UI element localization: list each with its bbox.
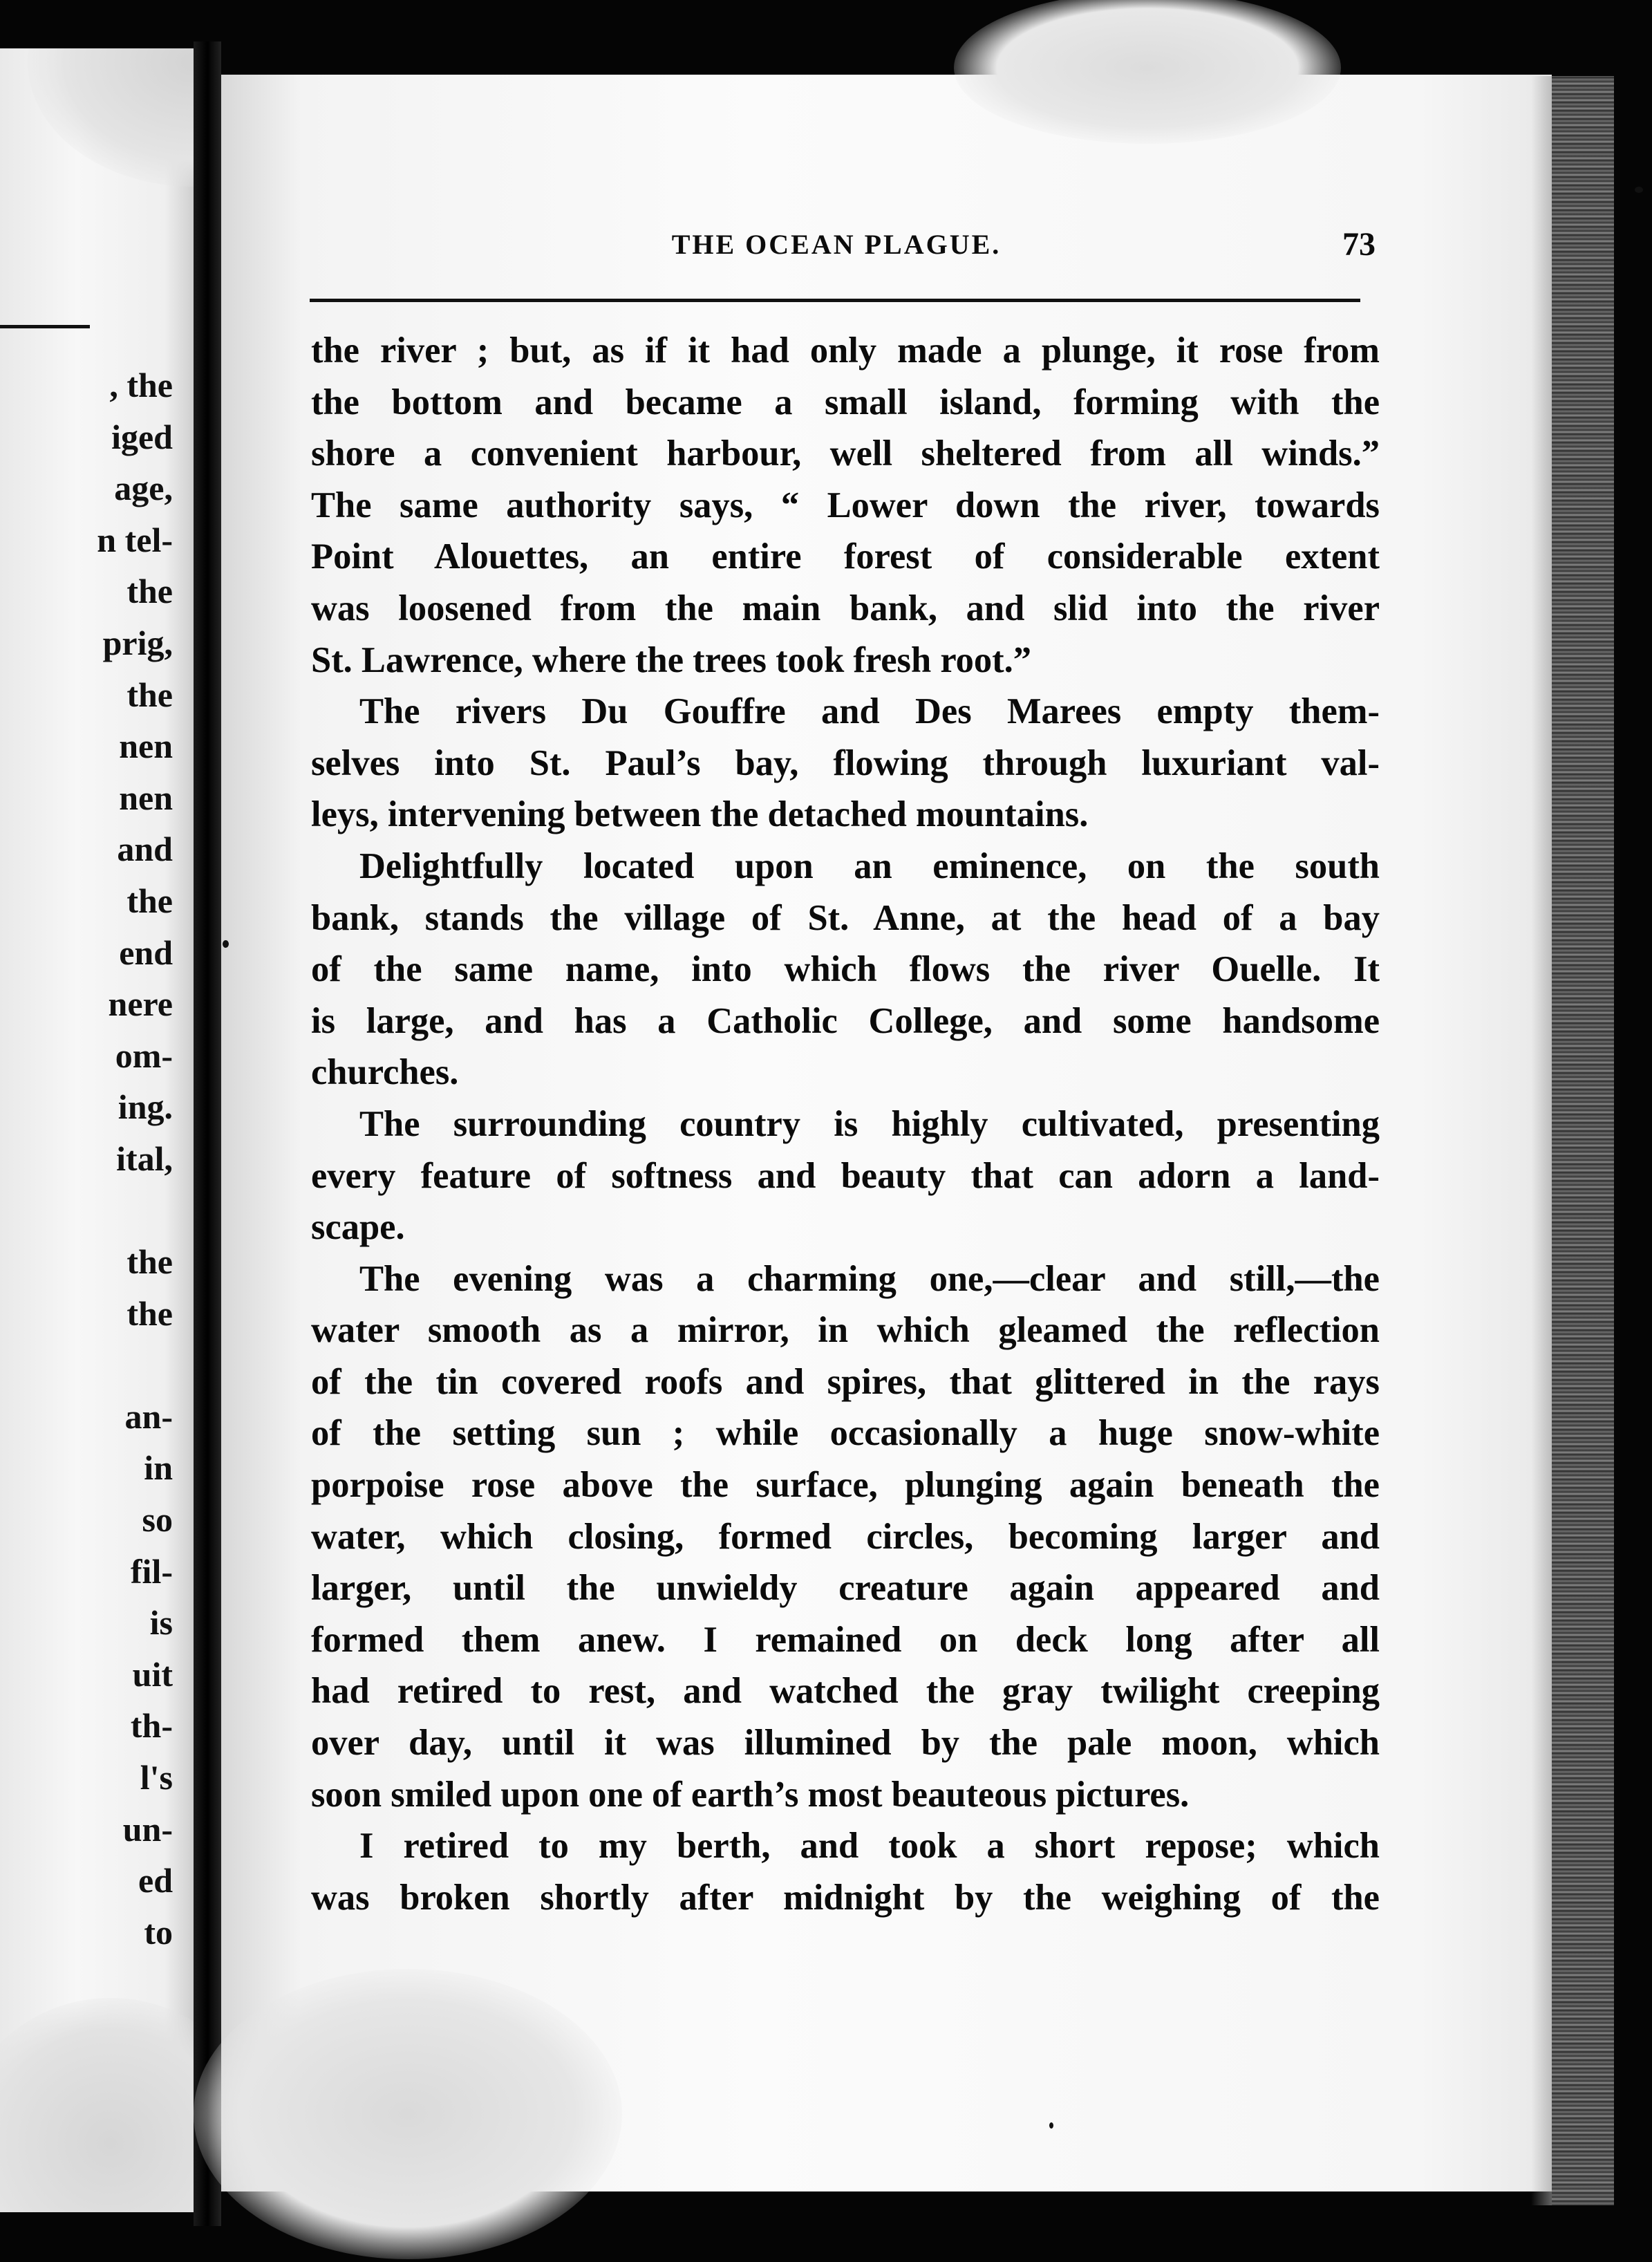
text-line: selves into St. Paul’s bay, flowing through luxuriant val- [311, 742, 1380, 783]
text-line: The evening was a charming one,—clear and still,—the [359, 1258, 1380, 1299]
text-line: over day, until it was illumined by the pale moon, which [311, 1723, 1380, 1764]
left-page [0, 48, 194, 2212]
left-page-line: ing. [118, 1087, 173, 1127]
left-page-line: nen [119, 778, 173, 817]
right-page-stain-top [954, 0, 1341, 144]
text-line: bank, stands the village of St. Anne, at the head of a bay [311, 897, 1380, 938]
ink-speck [1635, 187, 1643, 193]
left-page-line: nere [108, 984, 173, 1024]
text-line: the river ; but, as if it had only made a plunge, it rose from [311, 330, 1380, 371]
text-line: the bottom and became a small island, forming with the [311, 382, 1380, 422]
left-page-line: the [126, 1293, 173, 1333]
text-line: had retired to rest, and watched the gray twilight creeping [311, 1671, 1380, 1712]
text-line: every feature of softness and beauty that can adorn a land- [311, 1155, 1380, 1196]
text-line: soon smiled upon one of earth’s most beauteous pictures. [311, 1774, 1190, 1815]
left-page-line: the [126, 881, 173, 920]
left-page-stain-top [28, 48, 194, 187]
left-page-line: l's [140, 1758, 173, 1797]
left-page-line: end [119, 933, 173, 972]
header-rule [310, 299, 1360, 302]
text-line: larger, until the unwieldy creature again appeared and [311, 1568, 1380, 1609]
left-page-line: so [142, 1500, 173, 1540]
page-number: 73 [1342, 226, 1376, 263]
text-line: of the setting sun ; while occasionally a huge snow-white [311, 1413, 1380, 1454]
text-line: The rivers Du Gouffre and Des Marees empty them- [359, 691, 1380, 732]
left-page-line: the [126, 1242, 173, 1282]
left-page-line: to [144, 1912, 173, 1952]
left-page-line [97, 1185, 173, 1237]
left-page-line: and [117, 830, 173, 869]
text-line: was loosened from the main bank, and slid into the river [311, 588, 1380, 628]
left-page-line: prig, [102, 623, 173, 662]
text-line: is large, and has a Catholic College, and some handsome [311, 1000, 1380, 1041]
left-page-line: fil- [130, 1551, 173, 1591]
text-line: water smooth as a mirror, in which gleamed the reflection [311, 1310, 1380, 1351]
left-page-stain-bottom [0, 1998, 194, 2212]
running-head [297, 228, 1376, 270]
left-page-line: nen [119, 727, 173, 766]
body-text [311, 325, 1380, 1923]
right-page-stain-bottom [194, 1969, 622, 2259]
text-line: Delightfully located upon an eminence, on the south [359, 845, 1380, 886]
text-line: shore a convenient harbour, well sheltered from all winds.” [311, 433, 1380, 474]
text-line: Point Alouettes, an entire forest of considerable extent [311, 536, 1380, 577]
left-page-line [97, 1339, 173, 1391]
text-line: of the tin covered roofs and spires, that glittered in the rays [311, 1361, 1380, 1402]
left-page-line: un- [122, 1809, 173, 1849]
left-page-line: age, [114, 469, 173, 508]
left-page-line: an- [124, 1396, 173, 1436]
book-gutter [194, 41, 221, 2226]
text-line: churches. [311, 1052, 459, 1093]
left-page-line: ital, [116, 1139, 173, 1178]
text-line: scape. [311, 1207, 405, 1248]
page-edge-shadow [1531, 76, 1552, 2205]
ink-speck [223, 940, 229, 948]
text-line: The surrounding country is highly cultivated, presenting [359, 1103, 1380, 1144]
running-title: THE OCEAN PLAGUE. [671, 229, 1002, 260]
left-page-line: th- [130, 1706, 173, 1746]
ink-speck [1049, 2122, 1053, 2129]
left-page-line: in [144, 1448, 173, 1488]
left-page-line: ed [138, 1861, 173, 1900]
left-page-line: , the [109, 366, 173, 404]
text-line: was broken shortly after midnight by the weighing of the [311, 1877, 1380, 1918]
text-line: formed them anew. I remained on deck long after all [311, 1619, 1380, 1660]
text-line: of the same name, into which flows the river Ouelle. It [311, 949, 1380, 990]
left-page-line: uit [132, 1654, 173, 1694]
text-line: porpoise rose above the surface, plunging again beneath the [311, 1465, 1380, 1506]
text-line: I retired to my berth, and took a short repose; which [359, 1826, 1380, 1867]
left-page-line: the [126, 572, 173, 611]
left-page-line: n tel- [97, 520, 173, 559]
left-page-head-rule [0, 325, 90, 328]
left-page-line: iged [111, 417, 173, 456]
left-page-line: om- [115, 1036, 173, 1075]
left-page-text-fragments [97, 359, 173, 1958]
text-line: St. Lawrence, where the trees took fresh root.” [311, 639, 1032, 680]
page-stack-edge [1552, 76, 1614, 2205]
left-page-line: is [149, 1603, 173, 1643]
left-page-line: the [126, 675, 173, 714]
text-line: water, which closing, formed circles, becoming larger and [311, 1516, 1380, 1557]
text-line: leys, intervening between the detached mountains. [311, 794, 1089, 835]
text-line: The same authority says, “ Lower down the river, towards [311, 485, 1380, 525]
